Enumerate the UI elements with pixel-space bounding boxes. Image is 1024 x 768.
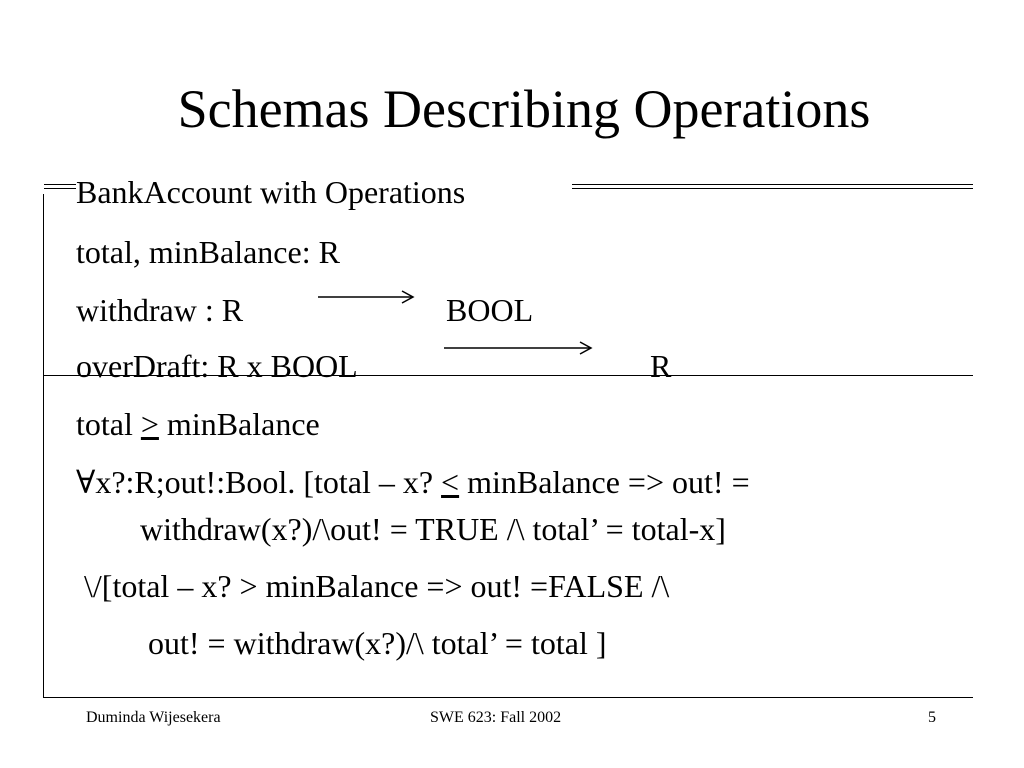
schema-bottom-line [43,697,973,698]
schema-top-line-left-b [44,188,78,189]
predicate-1-pre: total [76,406,141,442]
predicate-line-4: \/[total – x? > minBalance => out! =FALSE /\ [84,568,670,604]
schema-top-line-right-a [572,184,973,185]
predicate-1-post: minBalance [158,406,320,442]
schema-name: BankAccount with Operations [76,172,469,212]
declaration-withdraw: withdraw : R [76,292,244,328]
withdraw-arrow-icon [318,290,414,304]
declaration-withdraw-codomain: BOOL [446,292,534,328]
less-equal-symbol: < [441,464,460,500]
overdraft-arrow-icon [444,341,592,355]
declaration-overdraft: overDraft: R x BOOL [76,348,358,384]
predicate-2-pre: ∀x?:R;out!:Bool. [total – x? [76,464,442,500]
predicate-line-3: withdraw(x?)/\out! = TRUE /\ total’ = total-x] [140,511,726,547]
slide-title: Schemas Describing Operations [177,79,871,139]
predicate-line-2 [76,462,750,502]
schema-left-border [43,194,44,698]
schema-top-line-left-a [44,184,78,185]
greater-equal-symbol: > [140,406,159,442]
footer-author: Duminda Wijesekera [86,709,221,726]
declaration-overdraft-codomain: R [650,348,672,384]
declaration-total-minbalance: total, minBalance: R [76,234,340,270]
schema-top-line-right-b [572,188,973,189]
predicate-line-1 [76,404,320,444]
predicate-line-5: out! = withdraw(x?)/\ total’ = total ] [148,625,607,661]
footer-course: SWE 623: Fall 2002 [430,709,562,726]
footer-page-number: 5 [928,709,936,726]
predicate-2-post: minBalance => out! = [459,464,750,500]
